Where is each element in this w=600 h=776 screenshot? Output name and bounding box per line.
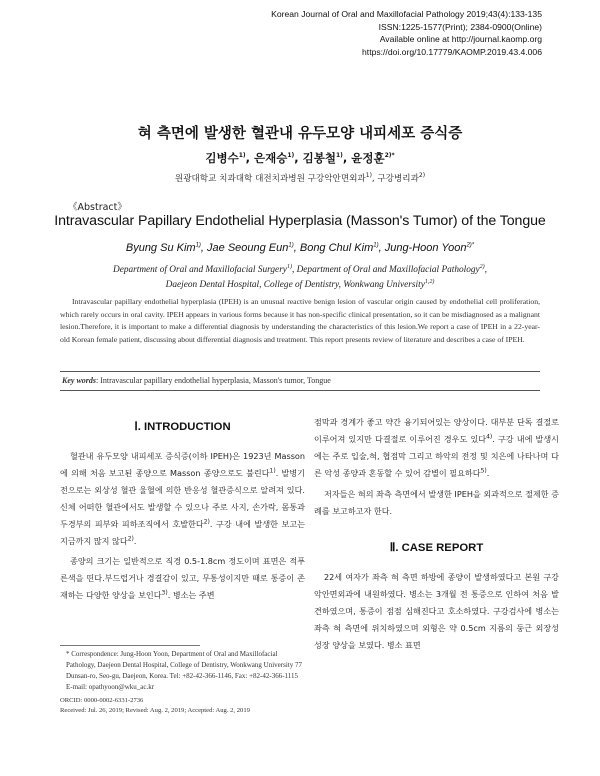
affiliation-text: Department of Oral and Maxillofacial Surgery xyxy=(112,265,287,275)
affiliation-sup: 1) xyxy=(286,263,292,270)
issn: ISSN:1225-1577(Print); 2384-0900(Online) xyxy=(378,21,542,32)
keywords-text: : Intravascular papillary endothelial hyperplasia, Masson's tumor, Tongue xyxy=(96,376,331,385)
journal-header xyxy=(271,8,542,58)
affiliation-text: 원광대학교 치과대학 대전치과병원 구강악안면외과 xyxy=(174,174,366,184)
case-paragraph: 22세 여자가 좌측 혀 측면 하방에 종양이 발생하였다고 본원 구강악안면외과에 내원하였다. 병소는 3개월 전 통증으로 인하여 처음 발견하였으며, 통증이 점점 심해진다고 호소하였다. 구강검사에 병소는 좌측 혀 측면에 위치하였으며 외형은 약 0.5cm 지름의 둥근 외장성 성장 양상을 보였다. 병소 표면 xyxy=(314,572,559,651)
affiliation-text: Daejeon Dental Hospital, College of Dentistry, Wonkwang University xyxy=(165,280,425,290)
author-sup: 1) xyxy=(238,152,246,160)
keywords-rule-bottom xyxy=(60,390,540,391)
author-name: 김병수 xyxy=(205,151,239,165)
abstract-body: Intravascular papillary endothelial hyperplasia (IPEH) is an unusual reactive benign lesion of vascular origin caused by endothelial cell proliferation, which rarely occurs in oral cavity. IPEH appears in various forms because it has non-specific clinical presentation, so it can be misdiagnosed as a malignant lesion.Therefore, it is important to make a differential diagnosis by understanding the characteristics of this lesion.We report a case of IPEH in a 22-year-old Korean female patient, discussing about differential diagnosis and treatment. This report presents review of literature and describes a case of IPEH. xyxy=(60,297,540,344)
orcid: ORCID: 0000-0002-6331-2736 xyxy=(60,697,144,704)
left-column xyxy=(60,410,305,604)
author-sup: 1) xyxy=(195,242,201,249)
author-name: Jung-Hoon Yoon xyxy=(384,242,467,254)
korean-authors: 김병수$^{1)}$, 은재승$^{1)}$, 김봉철$^{1)}$, 윤정훈$^{2)*}$ xyxy=(205,151,395,165)
affiliation-text: , Department of Oral and Maxillofacial Pathology xyxy=(291,265,480,275)
affiliation-sup: 1) xyxy=(365,172,372,180)
email[interactable]: E-mail: opathyoon@wku_ac.kr xyxy=(66,683,155,691)
korean-affiliation xyxy=(0,172,600,184)
intro-paragraph: 혈관내 유두모양 내피세포 증식증(이하 IPEH)은 1923년 Masson에 의해 처음 보고된 종양으로 Masson 종양으로도 불린다$^{1)}$. 발병기전으로는 외상성 혈관 울혈에 의한 반응성 혈관증식으로 알려져 있다. 신체 어떠한 혈관에서도 발생할 수 있으나 주로 사지, 손가락, 몸통과 두경부의 피부와 피하조직에서 호발한다$^{2)}$. 구강 내에 발생한 보고는 지금까지 많지 않다$^{2)}$. xyxy=(60,451,305,546)
abstract-label: 《Abstract》 xyxy=(68,202,127,213)
intro-heading: Ⅰ. INTRODUCTION xyxy=(134,421,231,433)
author-name: 은재승 xyxy=(253,151,288,165)
affiliation-line xyxy=(60,278,540,293)
right-column xyxy=(314,414,559,654)
english-affiliation xyxy=(60,263,540,293)
author-name: Jae Seoung Eun xyxy=(207,242,289,254)
keywords xyxy=(62,376,331,385)
affiliation-line: Department of Oral and Maxillofacial Surgery$^{1)}$, Department of Oral and Maxillofacial Pathology$^{2)}$, xyxy=(112,263,487,275)
author-sup: 2)* xyxy=(384,152,395,160)
english-title: Intravascular Papillary Endothelial Hyperplasia (Masson's Tumor) of the Tongue xyxy=(54,213,546,229)
correspondence: * Correspondence: Jung-Hoon Yoon, Department of Oral and Maxillofacial Pathology, Daejeon Dental Hospital, College of Dentistry, Wonkwang University 77 Dunsan-ro, Seo-gu, Daejeon, Korea. Tel: +82-42-366-1146, Fax: +82-42-366-1115 xyxy=(66,650,302,680)
affiliation-sup: 2) xyxy=(479,263,485,270)
keywords-rule-top xyxy=(60,371,540,372)
korean-title: 혀 측면에 발생한 혈관내 유두모양 내피세포 증식증 xyxy=(137,126,463,142)
footnote-rule xyxy=(60,645,200,646)
author-name: 김봉철 xyxy=(302,151,336,165)
journal-citation: Korean Journal of Oral and Maxillofacial Pathology 2019;43(4):133-135 xyxy=(271,9,542,19)
body-paragraph: 저자들은 혀의 좌측 측면에서 발생한 IPEH을 외과적으로 절제한 증례를 보고하고자 한다. xyxy=(314,488,559,516)
intro-paragraph: 종양의 크기는 일반적으로 직경 0.5-1.8cm 정도이며 표면은 적푸른색을 띤다.부드럽거나 경결감이 있고, 무통성이지만 때로 통증이 존재하는 다양한 양상을 보인다$^{3)}$. 병소는 주변 xyxy=(60,556,305,601)
author-name: 윤정훈 xyxy=(351,151,385,165)
affiliation-sup: 2) xyxy=(418,172,426,180)
body-paragraph: 점막과 경계가 좋고 약간 융기되어있는 양상이다. 대부분 단독 결절로 이루어져 있지만 다결절로 이루어진 경우도 있다$^{4)}$. 구강 내에 발생시에는 주로 입술,혀, 협점막 그리고 하악의 전정 및 치은에 나타나며 다른 악성 종양과 혼동할 수 있어 감별이 필요하다$^{5)}$. xyxy=(314,417,559,478)
author-sup: 1) xyxy=(335,152,343,160)
online-url[interactable]: Available online at http://journal.kaomp.org xyxy=(379,34,542,44)
author-sup: 1) xyxy=(288,242,294,249)
affiliation-text: , 구강병리과 xyxy=(371,174,419,184)
english-authors: Byung Su Kim$^{1)}$, Jae Seoung Eun$^{1)}$, Bong Chul Kim$^{1)}$, Jung-Hoon Yoon$^{2)*}$ xyxy=(125,242,475,254)
affiliation-sup: 1,2) xyxy=(424,278,435,285)
keywords-label: Key words xyxy=(62,376,96,385)
article-meta xyxy=(60,696,305,716)
case-report-heading: Ⅱ. CASE REPORT xyxy=(389,542,484,555)
article-dates: Received: Jul. 26, 2019; Revised: Aug. 2, 2019; Accepted: Aug. 2, 2019 xyxy=(60,707,250,714)
doi[interactable]: https://doi.org/10.17779/KAOMP.2019.43.4.006 xyxy=(362,46,542,57)
author-name: Byung Su Kim xyxy=(125,242,196,254)
author-sup: 1) xyxy=(287,152,295,160)
author-sup: 2)* xyxy=(466,242,475,249)
author-name: Bong Chul Kim xyxy=(299,242,374,254)
footnote xyxy=(60,649,305,716)
author-sup: 1) xyxy=(373,242,379,249)
